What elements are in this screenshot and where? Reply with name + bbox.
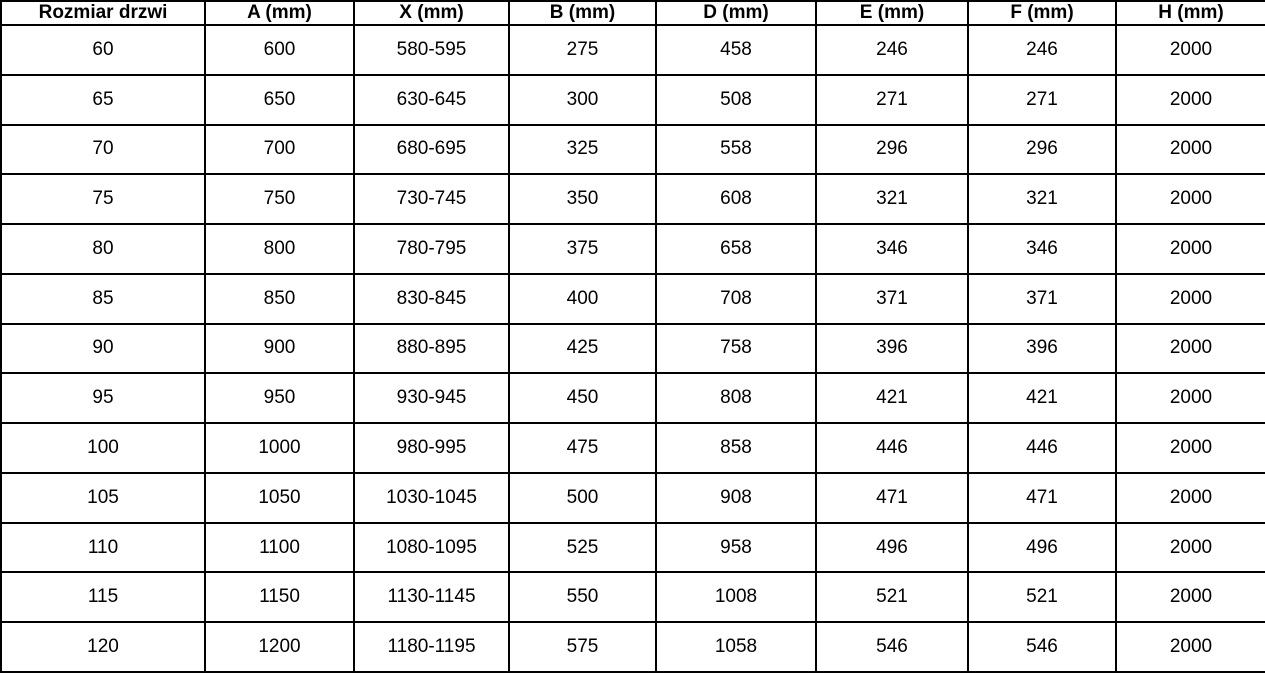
table-cell: 110 [1, 523, 205, 573]
table-cell: 346 [968, 224, 1116, 274]
table-cell: 271 [816, 75, 968, 125]
table-cell: 750 [205, 174, 354, 224]
table-cell: 100 [1, 423, 205, 473]
table-cell: 275 [509, 25, 656, 75]
table-row [1, 324, 1265, 374]
table-cell: 680-695 [354, 125, 509, 175]
table-cell: 850 [205, 274, 354, 324]
table-cell: 450 [509, 373, 656, 423]
table-cell: 446 [968, 423, 1116, 473]
table-cell: 980-995 [354, 423, 509, 473]
table-cell: 2000 [1116, 125, 1265, 175]
table-cell: 475 [509, 423, 656, 473]
table-cell: 630-645 [354, 75, 509, 125]
table-row [1, 523, 1265, 573]
table-cell: 908 [656, 473, 816, 523]
table-cell: 546 [968, 622, 1116, 672]
table-cell: 880-895 [354, 324, 509, 374]
table-cell: 120 [1, 622, 205, 672]
column-header-0: Rozmiar drzwi [1, 1, 205, 25]
table-row [1, 75, 1265, 125]
table-cell: 325 [509, 125, 656, 175]
table-cell: 558 [656, 125, 816, 175]
table-cell: 95 [1, 373, 205, 423]
table-cell: 800 [205, 224, 354, 274]
table-cell: 758 [656, 324, 816, 374]
table-cell: 1130-1145 [354, 572, 509, 622]
table-cell: 75 [1, 174, 205, 224]
table-cell: 350 [509, 174, 656, 224]
table-cell: 1200 [205, 622, 354, 672]
column-header-7: H (mm) [1116, 1, 1265, 25]
table-cell: 446 [816, 423, 968, 473]
table-cell: 950 [205, 373, 354, 423]
table-row [1, 473, 1265, 523]
table-cell: 246 [816, 25, 968, 75]
table-cell: 425 [509, 324, 656, 374]
table-row [1, 622, 1265, 672]
table-cell: 2000 [1116, 523, 1265, 573]
table-cell: 371 [968, 274, 1116, 324]
table-cell: 421 [816, 373, 968, 423]
table-cell: 2000 [1116, 473, 1265, 523]
table-cell: 471 [816, 473, 968, 523]
column-header-1: A (mm) [205, 1, 354, 25]
table-cell: 375 [509, 224, 656, 274]
table-cell: 296 [816, 125, 968, 175]
table-cell: 575 [509, 622, 656, 672]
table-cell: 65 [1, 75, 205, 125]
table-row [1, 373, 1265, 423]
table-cell: 1100 [205, 523, 354, 573]
table-cell: 700 [205, 125, 354, 175]
table-cell: 580-595 [354, 25, 509, 75]
table-cell: 2000 [1116, 423, 1265, 473]
table-cell: 708 [656, 274, 816, 324]
table-cell: 496 [968, 523, 1116, 573]
table-cell: 546 [816, 622, 968, 672]
table-row [1, 572, 1265, 622]
table-cell: 958 [656, 523, 816, 573]
table-cell: 321 [968, 174, 1116, 224]
table-cell: 400 [509, 274, 656, 324]
table-cell: 60 [1, 25, 205, 75]
table-cell: 608 [656, 174, 816, 224]
table-cell: 1180-1195 [354, 622, 509, 672]
table-cell: 2000 [1116, 324, 1265, 374]
table-cell: 115 [1, 572, 205, 622]
table-cell: 808 [656, 373, 816, 423]
table-cell: 1050 [205, 473, 354, 523]
column-header-2: X (mm) [354, 1, 509, 25]
column-header-6: F (mm) [968, 1, 1116, 25]
table-cell: 930-945 [354, 373, 509, 423]
table-cell: 346 [816, 224, 968, 274]
table-cell: 2000 [1116, 174, 1265, 224]
table-cell: 2000 [1116, 622, 1265, 672]
table-cell: 1008 [656, 572, 816, 622]
table-header-row [1, 1, 1265, 25]
table-cell: 730-745 [354, 174, 509, 224]
table-row [1, 274, 1265, 324]
table-cell: 1150 [205, 572, 354, 622]
table-cell: 1030-1045 [354, 473, 509, 523]
table-row [1, 423, 1265, 473]
table-cell: 458 [656, 25, 816, 75]
table-cell: 105 [1, 473, 205, 523]
table-row [1, 224, 1265, 274]
table-cell: 90 [1, 324, 205, 374]
table-row [1, 25, 1265, 75]
table-cell: 2000 [1116, 373, 1265, 423]
table-cell: 508 [656, 75, 816, 125]
table-cell: 658 [656, 224, 816, 274]
table-cell: 396 [816, 324, 968, 374]
table-cell: 421 [968, 373, 1116, 423]
table-cell: 471 [968, 473, 1116, 523]
table-cell: 521 [968, 572, 1116, 622]
table-cell: 525 [509, 523, 656, 573]
table-cell: 321 [816, 174, 968, 224]
table-cell: 70 [1, 125, 205, 175]
table-cell: 300 [509, 75, 656, 125]
table-cell: 858 [656, 423, 816, 473]
table-cell: 780-795 [354, 224, 509, 274]
table-cell: 830-845 [354, 274, 509, 324]
table-row [1, 125, 1265, 175]
size-table-body [1, 25, 1265, 672]
table-cell: 2000 [1116, 75, 1265, 125]
column-header-4: D (mm) [656, 1, 816, 25]
table-cell: 396 [968, 324, 1116, 374]
table-cell: 246 [968, 25, 1116, 75]
table-cell: 2000 [1116, 25, 1265, 75]
table-cell: 2000 [1116, 224, 1265, 274]
table-row [1, 174, 1265, 224]
table-cell: 500 [509, 473, 656, 523]
table-cell: 371 [816, 274, 968, 324]
table-cell: 2000 [1116, 274, 1265, 324]
table-cell: 85 [1, 274, 205, 324]
table-cell: 900 [205, 324, 354, 374]
column-header-5: E (mm) [816, 1, 968, 25]
table-cell: 271 [968, 75, 1116, 125]
table-cell: 1058 [656, 622, 816, 672]
table-cell: 296 [968, 125, 1116, 175]
table-cell: 80 [1, 224, 205, 274]
table-cell: 550 [509, 572, 656, 622]
table-cell: 2000 [1116, 572, 1265, 622]
column-header-3: B (mm) [509, 1, 656, 25]
table-cell: 1080-1095 [354, 523, 509, 573]
table-cell: 521 [816, 572, 968, 622]
table-cell: 600 [205, 25, 354, 75]
table-cell: 496 [816, 523, 968, 573]
table-cell: 1000 [205, 423, 354, 473]
table-cell: 650 [205, 75, 354, 125]
